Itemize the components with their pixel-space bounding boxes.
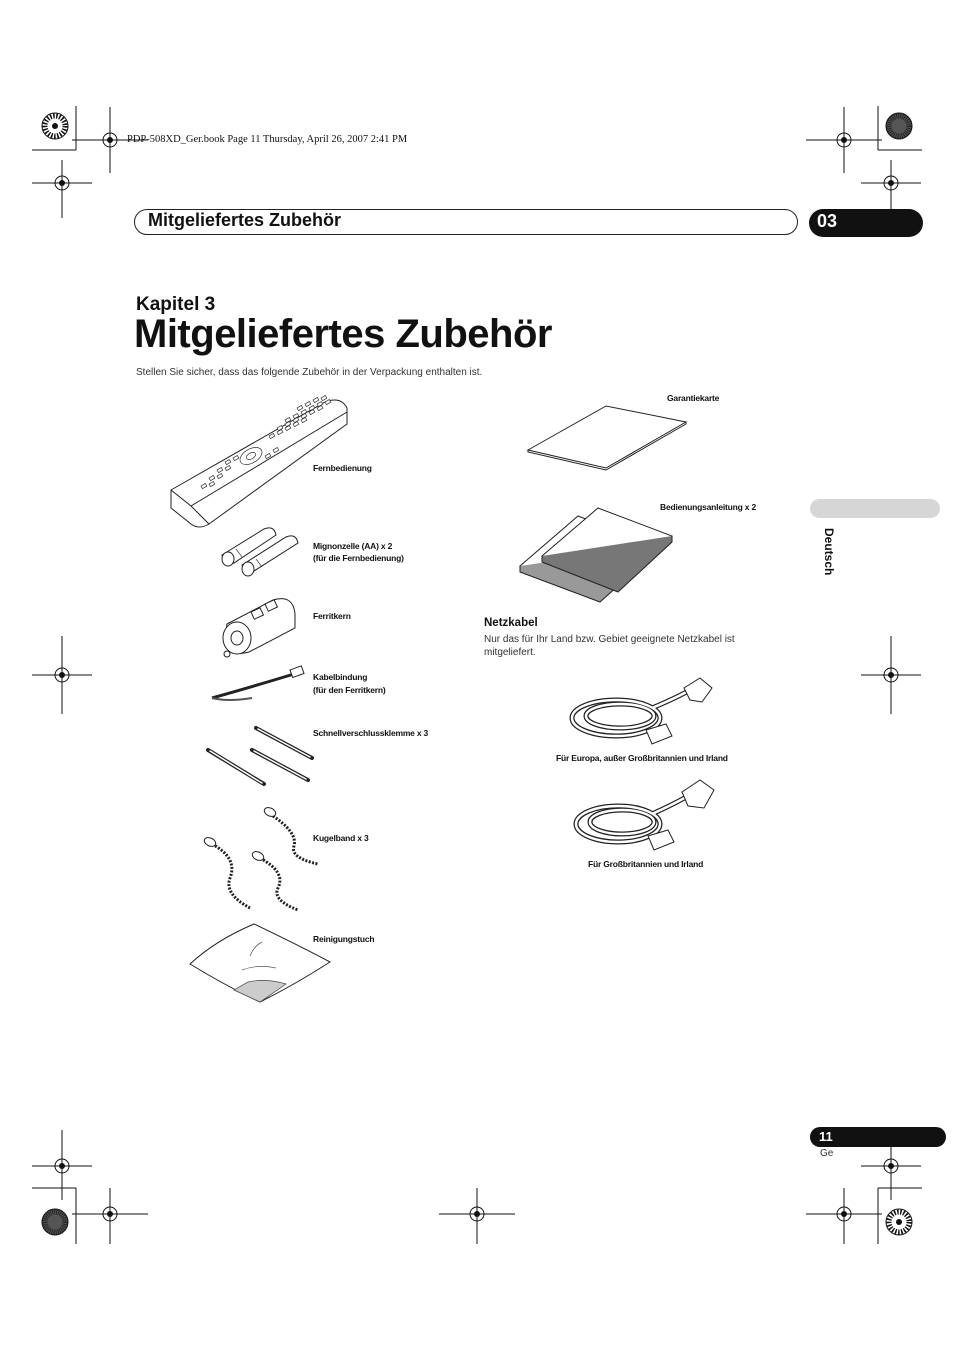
page-number: 11 <box>819 1129 833 1144</box>
label-warranty: Garantiekarte <box>667 393 720 403</box>
label-manual: Bedienungsanleitung x 2 <box>660 502 756 512</box>
label-cable-europe: Für Europa, außer Großbritannien und Irland <box>556 753 728 763</box>
manual-icon <box>516 506 676 602</box>
language-tab <box>810 499 940 518</box>
intro-text: Stellen Sie sicher, dass das folgende Zubehör in der Verpackung enthalten ist. <box>136 367 483 378</box>
running-header-title: Mitgeliefertes Zubehör <box>148 210 342 230</box>
batteries-icon <box>212 525 304 577</box>
label-batteries-1: Mignonzelle (AA) x 2 <box>313 541 393 551</box>
chapter-label: Kapitel 3 <box>136 294 216 315</box>
power-cable-text: Nur das für Ihr Land bzw. Gebiet geeignete Netzkabel ist mitgeliefert. <box>484 634 735 658</box>
bead-band-icon <box>198 802 328 914</box>
power-cable-europe-icon <box>566 674 718 752</box>
page-title: Mitgeliefertes Zubehör <box>134 312 552 356</box>
label-remote: Fernbedienung <box>313 463 372 473</box>
power-cable-uk-icon <box>570 778 718 856</box>
label-clamp: Schnellverschlussklemme x 3 <box>313 728 429 738</box>
ferrite-core-icon <box>215 594 301 660</box>
label-cable-uk: Für Großbritannien und Irland <box>588 859 704 869</box>
label-batteries-2: (für die Fernbedienung) <box>313 553 404 563</box>
warranty-card-icon <box>524 400 690 472</box>
print-info-line: PDP-508XD_Ger.book Page 11 Thursday, April 26, 2007 2:41 PM <box>127 134 408 145</box>
label-cloth: Reinigungstuch <box>313 934 375 944</box>
label-ferrite: Ferritkern <box>313 611 351 621</box>
cable-tie-icon <box>208 668 308 708</box>
remote-control-icon <box>165 390 355 530</box>
label-cable-tie-1: Kabelbindung <box>313 672 368 682</box>
clamp-icon <box>200 722 320 792</box>
page-language-code: Ge <box>820 1148 834 1159</box>
language-label: Deutsch <box>822 528 836 576</box>
label-cable-tie-2: (für den Ferritkern) <box>313 685 386 695</box>
label-bead-band: Kugelband x 3 <box>313 833 369 843</box>
chapter-number: 03 <box>817 211 838 231</box>
power-cable-heading: Netzkabel <box>484 617 538 629</box>
